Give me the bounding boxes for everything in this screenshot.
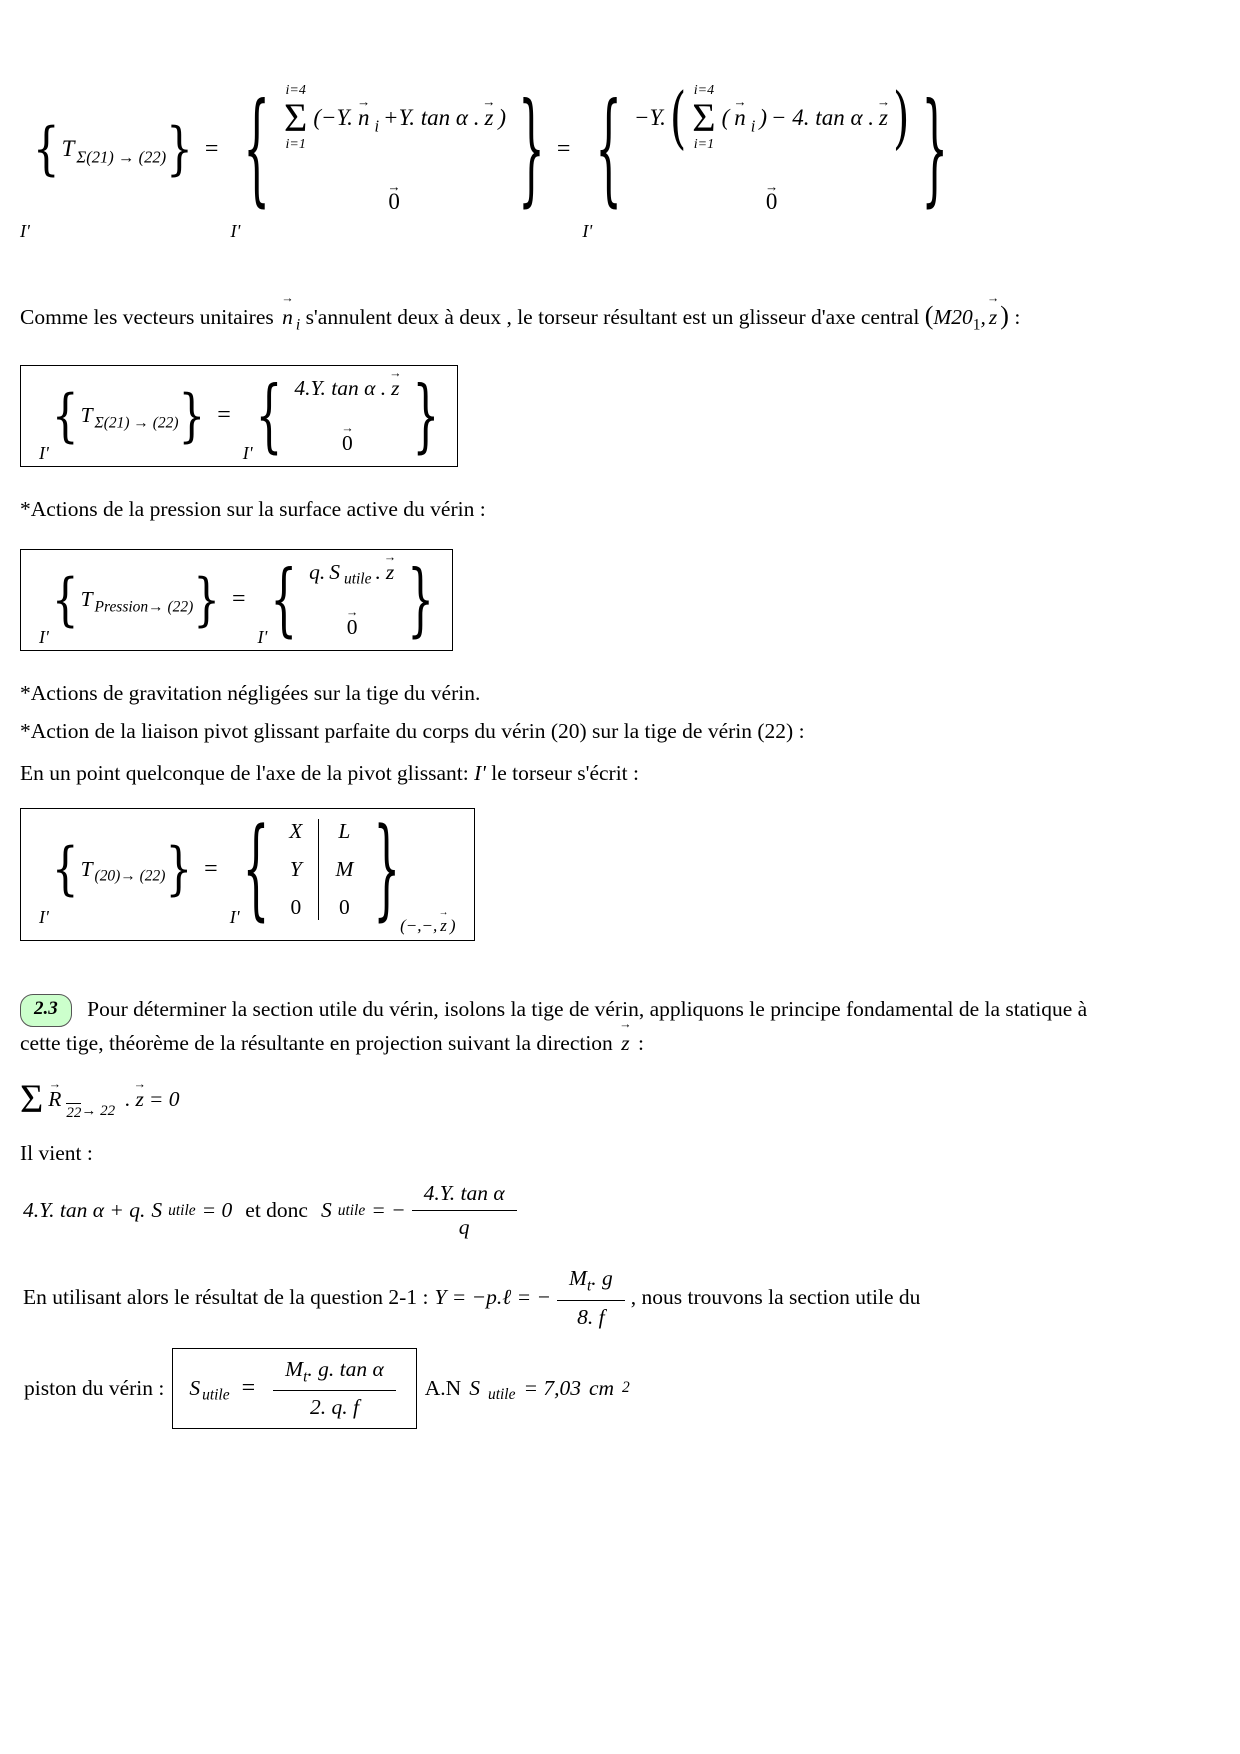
left-brace: { [51, 566, 79, 633]
boxed-equation-pivot [20, 804, 475, 941]
subscript-utile: utile [202, 1387, 230, 1405]
component-L: L [338, 818, 351, 843]
left-brace: { [270, 552, 298, 646]
right-paren: ) [892, 78, 910, 157]
point-presub: I' [39, 906, 49, 927]
vector-arrow-icon: → [387, 178, 401, 194]
text-run: le torseur s'écrit : [491, 761, 639, 786]
math-token: −Y. [633, 105, 666, 130]
left-brace: { [242, 804, 270, 932]
moment-row [339, 420, 356, 456]
point-presub: I' [39, 626, 49, 647]
point-presub: I' [257, 626, 268, 647]
component-0: 0 [290, 894, 302, 919]
fraction-denominator: q [458, 1215, 470, 1240]
text-run: A.N [424, 1375, 462, 1400]
vector-arrow-icon: → [383, 549, 397, 564]
section-2-3 [20, 993, 1130, 1060]
boxed-equation-section-utile [172, 1348, 416, 1429]
math-token: − 4. tan α . [771, 105, 875, 130]
force-components-column [273, 819, 318, 920]
line-il-vient [20, 1137, 1214, 1169]
subscript-utile: utile [343, 571, 372, 589]
sum-operator [284, 83, 307, 153]
vector-z: → z [876, 94, 891, 130]
basis-subscript: (−,−, → z ) [400, 907, 456, 935]
text-run: piston du vérin : [24, 1375, 165, 1400]
subscript-utile: utile [168, 1201, 196, 1219]
resultant-row [632, 78, 911, 157]
boxed-equation-pression-wrap [20, 549, 1214, 651]
paragraph-unit-vectors [20, 291, 1125, 337]
point-presub: I' [229, 906, 240, 927]
equation-resultante [20, 1076, 1214, 1122]
sigma-symbol: Σ [692, 95, 716, 140]
overline-22: 22 [66, 1104, 82, 1121]
paragraph-question-2-1 [20, 1266, 1170, 1329]
equals-sign: = [217, 402, 231, 429]
sigma-symbol: Σ [284, 95, 308, 140]
point-presub: I' [230, 221, 241, 241]
subscript-t: t [303, 1367, 308, 1385]
vector-arrow-icon: → [482, 94, 496, 110]
vector-zero: → 0 [764, 178, 779, 215]
equals-sign: = [231, 586, 246, 613]
text-run: Il vient : [20, 1141, 93, 1166]
resultant-row [280, 83, 508, 153]
math-token: ( [721, 105, 730, 130]
torsor-symbol: T [61, 136, 75, 161]
point-presub: I' [20, 221, 30, 241]
torsor-symbol: T [80, 403, 93, 428]
surface-symbol: S [469, 1375, 480, 1400]
right-brace: } [193, 566, 220, 633]
torsor-symbol: T [80, 587, 93, 612]
vector-n: → n [357, 94, 371, 130]
unit-exponent: 2 [622, 1379, 630, 1397]
vector-arrow-icon: → [341, 420, 354, 435]
sum-lower-limit: i=1 [693, 137, 715, 152]
component-M: M [335, 856, 354, 881]
math-token: (−Y. [313, 105, 353, 130]
vector-z: → z [482, 94, 496, 130]
right-brace: } [178, 381, 206, 448]
equation-torsor-sum [20, 64, 1214, 241]
right-paren: ) [1000, 301, 1009, 330]
subscript-utile: utile [337, 1201, 366, 1219]
resultant-row [307, 549, 397, 589]
text-run: En utilisant alors le résultat de la question 2-1 : [23, 1285, 429, 1310]
index-i: i [374, 116, 380, 136]
vector-arrow-icon: → [438, 907, 449, 919]
boxed-equation-pivot-wrap [20, 804, 1214, 941]
right-brace: } [373, 804, 401, 932]
right-brace: } [518, 76, 545, 219]
moment-row [763, 178, 781, 215]
text-run: En un point quelconque de l'axe de la pivot glissant: [20, 761, 469, 786]
bullet-gravitation [20, 677, 1214, 709]
text-run: *Action de la liaison pivot glissant parfaite du corps du vérin (20) sur la tige de vérin (22) : [20, 719, 805, 744]
sum-lower-limit: i=1 [285, 137, 306, 152]
comma: , [980, 305, 986, 329]
point-presub: I' [242, 442, 253, 463]
index-i: i [750, 116, 756, 136]
subscript-t: t [586, 1277, 592, 1295]
left-brace: { [51, 381, 79, 448]
point-I-prime: I' [474, 761, 486, 786]
vector-arrow-icon: → [389, 365, 402, 380]
resultant-subscript [66, 1103, 115, 1122]
math-token: ) [498, 105, 507, 130]
component-Y: Y [289, 856, 302, 881]
boxed-equation-glisseur-wrap [20, 365, 1214, 467]
vector-arrow-icon: → [619, 1016, 632, 1031]
fraction-denominator: 2. q. f [309, 1394, 359, 1419]
vector-arrow-icon: → [986, 291, 1000, 306]
line-point-quelconque [20, 757, 1214, 789]
fraction-denominator: 8. f [577, 1304, 605, 1329]
fraction-numerator: $M_t$. g [557, 1266, 625, 1300]
torsor-column [270, 83, 518, 215]
math-token: = 0 [148, 1086, 180, 1111]
resultant-row [292, 365, 402, 401]
sum-operator [692, 83, 715, 153]
colon: : [637, 1030, 644, 1055]
fraction-numerator: $M_t$. g. tan α [273, 1357, 396, 1391]
right-brace: } [921, 76, 949, 219]
point-presub: I' [39, 442, 49, 463]
equals-sign: = [204, 135, 219, 162]
math-token: Y = −p.ℓ = − [434, 1285, 552, 1310]
fraction [557, 1266, 625, 1329]
line-piston-result [20, 1348, 1214, 1429]
torsor-column [297, 549, 407, 640]
component-0: 0 [339, 894, 350, 919]
right-brace: } [407, 552, 434, 646]
vector-arrow-icon: → [733, 94, 747, 110]
torsor-components-matrix [273, 819, 369, 920]
fraction-numerator: 4.Y. tan α [412, 1181, 517, 1211]
left-paren: ( [924, 301, 934, 330]
math-token: ) [759, 105, 768, 130]
left-brace: { [255, 368, 283, 462]
text-run: Comme les vecteurs unitaires [20, 305, 274, 329]
vector-zero: → 0 [341, 420, 354, 455]
torsor-subscript: Σ(21) → (22) [94, 414, 179, 432]
unit-cm: cm [588, 1375, 615, 1400]
math-token: 4.Y. tan α . [294, 375, 387, 400]
torsor-symbol: T [80, 856, 93, 881]
vector-z: → z [383, 549, 397, 584]
equals-sign: = [204, 855, 218, 882]
index-i: i [295, 316, 301, 334]
left-brace: { [32, 115, 60, 182]
math-token: . [125, 1086, 131, 1111]
text-run: et donc [245, 1198, 308, 1223]
vector-arrow-icon: → [48, 1076, 62, 1091]
surface-symbol: S [320, 1198, 332, 1223]
text-run: s'annulent deux à deux , le torseur résultant est un glisseur d'axe central [305, 305, 920, 329]
equals-sign: = [556, 135, 571, 162]
left-brace: { [243, 76, 271, 219]
text-run: , nous trouvons la section utile du [630, 1285, 921, 1310]
moment-components-column [319, 819, 369, 920]
right-brace: } [412, 368, 440, 462]
vector-arrow-icon: → [133, 1076, 146, 1091]
vector-n: → n [281, 291, 294, 329]
subscript-utile: utile [487, 1386, 516, 1404]
math-token: = 0 [201, 1198, 233, 1223]
equation-section-utile [20, 1181, 1214, 1240]
torsor-subscript: Pression→ (22) [94, 598, 194, 616]
left-paren: ( [669, 78, 687, 157]
torsor-column [282, 365, 412, 456]
fraction [273, 1357, 396, 1420]
vector-zero: → 0 [345, 604, 359, 639]
boxed-equation-glisseur [20, 365, 458, 467]
vector-arrow-icon: → [281, 291, 294, 306]
moment-row [385, 178, 403, 215]
colon: : [1014, 305, 1021, 329]
right-brace: } [165, 835, 193, 902]
text-run: Pour déterminer la section utile du vérin, isolons la tige de vérin, appliquons le principe fondamental de la statique à cette tige, théorème de la résultante en projection suivant la direction [20, 996, 1088, 1055]
surface-symbol: S [151, 1198, 163, 1223]
sum-upper-limit: i=4 [285, 82, 306, 98]
section-badge: 2.3 [20, 994, 72, 1027]
surface-symbol: S [189, 1375, 201, 1400]
vector-arrow-icon: → [345, 604, 359, 619]
vector-arrow-icon: → [764, 178, 779, 194]
left-brace: { [51, 835, 79, 902]
component-X: X [289, 818, 303, 843]
vector-arrow-icon: → [876, 94, 891, 110]
moment-row [344, 604, 361, 640]
index-1: 1 [972, 316, 981, 334]
vector-z: → z [438, 907, 449, 935]
sum-upper-limit: i=4 [693, 82, 715, 98]
vector-z: → z [986, 291, 1000, 329]
boxed-equation-pression [20, 549, 453, 651]
arrow-22: → 22 [81, 1102, 116, 1119]
math-token: . [375, 559, 381, 584]
vector-arrow-icon: → [357, 94, 371, 110]
torsor-subscript: Σ(21) → (22) [76, 147, 167, 167]
point-presub: I' [582, 221, 593, 241]
numeric-value: = 7,03 [523, 1375, 581, 1400]
vector-z: → z [619, 1016, 632, 1055]
math-token: +Y. tan α . [383, 105, 480, 130]
text-run: *Actions de gravitation négligées sur la tige du vérin. [20, 680, 481, 705]
bullet-pression [20, 493, 1214, 525]
vector-z: → z [389, 365, 402, 400]
vector-n: → n [733, 94, 747, 130]
bullet-pivot [20, 715, 1214, 747]
vector-zero: → 0 [387, 178, 401, 215]
equals-sign: = [241, 1374, 256, 1401]
sigma-symbol: Σ [20, 1076, 44, 1122]
left-brace: { [595, 76, 622, 219]
math-token: 4.Y. tan α + q. [23, 1198, 146, 1223]
vector-R: → R [48, 1076, 62, 1111]
text-run: *Actions de la pression sur la surface active du vérin : [20, 496, 486, 521]
surface-symbol: S [329, 559, 340, 584]
point-M20: M20 [933, 305, 973, 329]
vector-z: → z [133, 1076, 146, 1111]
torsor-column [622, 78, 921, 215]
math-token: = − [371, 1198, 406, 1223]
math-token: q. [309, 559, 326, 584]
right-brace: } [166, 115, 193, 182]
torsor-subscript: (20)→ (22) [94, 867, 166, 885]
fraction [412, 1181, 517, 1240]
